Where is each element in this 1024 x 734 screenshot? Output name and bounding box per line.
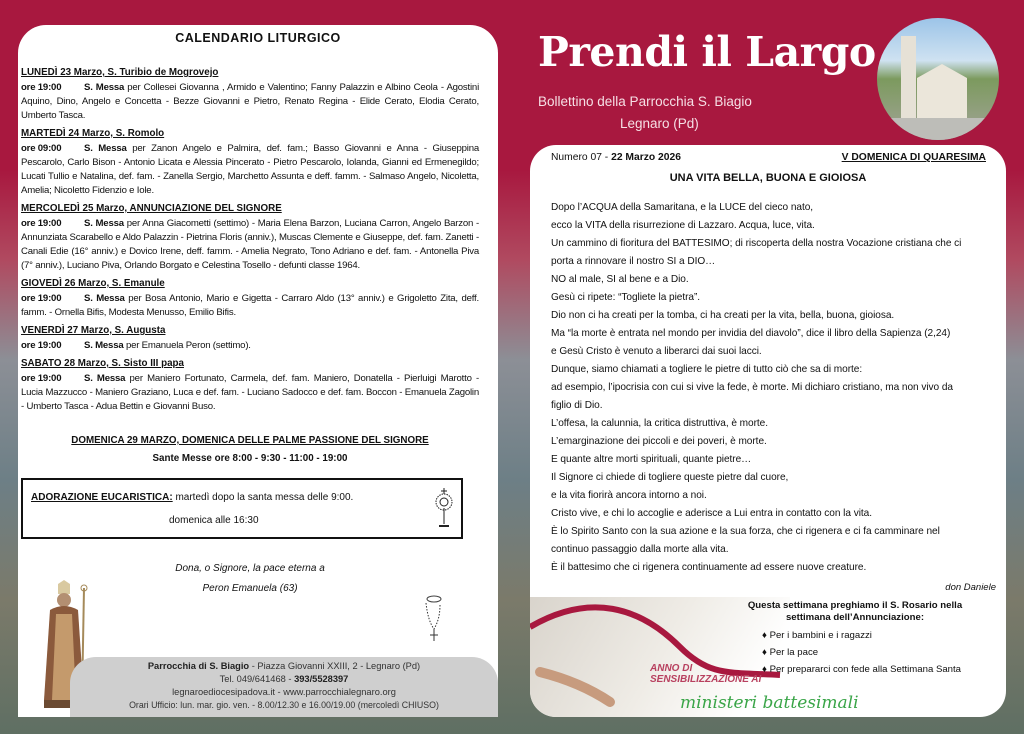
mass-label: S. Messa	[84, 293, 125, 304]
day-heading: SABATO 28 Marzo, S. Sisto III papa	[21, 358, 184, 369]
palm-sunday-heading: DOMENICA 29 MARZO, DOMENICA DELLE PALME PASSIONE DEL SIGNORE	[71, 435, 429, 446]
article-line: È lo Spirito Santo con la sua azione e la sua forza, che ci rigenera e ci fa camminare nel	[551, 526, 940, 537]
rosary-intention: ♦ Per la pace	[762, 647, 819, 658]
liturgical-calendar-panel	[18, 25, 498, 717]
church-photo	[877, 18, 999, 140]
article-line: continuo passaggio dalla morte alla vita.	[551, 544, 729, 555]
article-line: NO al male, SI al bene e a Dio.	[551, 274, 689, 285]
article-line: Dopo l’ACQUA della Samaritana, e la LUCE del cieco nato,	[551, 202, 814, 213]
article-line: Dunque, siamo chiamati a togliere le pietre di tutto ciò che sa di morte:	[551, 364, 863, 375]
day-heading: MARTEDÌ 24 Marzo, S. Romolo	[21, 128, 165, 139]
mass-intentions: per Bosa Antonio, Mario e Gigetta - Carraro Aldo (13° anniv.) e Grigoletto Zita, deff. famm. - Ornella Bifis, Modesta Menusso, Emilio Bifis.	[21, 293, 479, 318]
adoration-box	[21, 478, 463, 539]
phone-number: Tel. 049/641468 -	[219, 674, 295, 684]
issue-date: 22 Marzo 2026	[611, 152, 681, 163]
mass-entry	[21, 217, 479, 273]
mass-intentions: per Anna Giacometti (settimo) - Maria Elena Barzon, Luciana Carron, Angelo Barzon - Annunziata Scarabello e Aldo Palazzin - Pietrina Floris (anniv.), Muscas Clemente e Giuseppe, def. fam. Zanetti - Canali Edie (16° anniv.) e Dovico Irene, deff. famm. - Amelia Negrato, Tono Adriano e def. fam. - Antonella Piva (7° anniv.), Luciano Piva, Orlando Borgato e Celestina Tosello - defunti classe 1964.	[21, 218, 479, 271]
article-line: È il battesimo che ci rigenera continuamente ad essere nuove creature.	[551, 562, 867, 573]
article-line: ecco la VITA della risurrezione di Lazzaro. Acqua, luce, vita.	[551, 220, 815, 231]
rosary-icon	[420, 593, 444, 643]
parish-contact-footer	[70, 657, 498, 717]
article-line: Gesù ci ripete: “Togliete la pietra”.	[551, 292, 701, 303]
article-title: UNA VITA BELLA, BUONA E GIOIOSA	[669, 172, 867, 184]
memorial-name: Peron Emanuela (63)	[202, 583, 298, 594]
bulletin-location: Legnaro (Pd)	[620, 116, 699, 131]
parish-phone	[70, 673, 498, 686]
mass-time: ore 19:00	[21, 218, 62, 229]
mass-time: ore 09:00	[21, 143, 62, 154]
article-line: L’offesa, la calunnia, la critica distruttiva, è morte.	[551, 418, 768, 429]
mass-intentions: per Emanuela Peron (settimo).	[125, 340, 251, 351]
parish-address	[70, 660, 498, 673]
mass-intentions: per Zanon Angelo e Palmira, def. fam.; Basso Giovanni e Anna - Giuseppina Pescarolo, Carlo Bison - Antonio Licata e Alessia Pincerato - Pietro Pescarolo, Iolanda, Gianni ed Ermenegildo; Lucati Tullio e Natalina, def. fam. - Zanella Sergio, Marchetto Assunta e deff. famm. - Salmaso Angelo, Nicoletta, Amelia; Nicoletto Fidenzio e Iole.	[21, 143, 479, 196]
mass-label: S. Messa	[84, 218, 124, 229]
mass-intentions: per Collesei Giovanna , Armido e Valentino; Fanny Palazzin e Albino Ceola - Agostini Aquino, Dino, Angelo e Concetta - Bezze Giovanni e Pietro, Renato Regina - Elide Cerato, Elodia Cerato, Umberto Tasca.	[21, 82, 479, 121]
mass-label: S. Messa	[84, 340, 124, 351]
adoration-sunday: domenica alle 16:30	[169, 515, 259, 526]
parish-website[interactable]: legnaroediocesipadova.it - www.parrocchialegnaro.org	[172, 687, 396, 697]
bulletin-subtitle: Bollettino della Parrocchia S. Biagio	[538, 94, 752, 109]
parish-name: Parrocchia di S. Biagio	[147, 661, 250, 671]
article-line: E quante altre morti spirituali, quante pietre…	[551, 454, 752, 465]
article-line: Ma “la morte è entrata nel mondo per invidia del diavolo”, dice il libro della Sapienza (2,24)	[551, 328, 951, 339]
rosary-title: Questa settimana preghiamo il S. Rosario nella settimana dell’Annunciazione:	[747, 600, 963, 623]
article-signature: don Daniele	[945, 582, 996, 593]
mass-entry	[21, 81, 479, 123]
mass-time: ore 19:00	[21, 82, 62, 93]
mass-label: S. Messa	[84, 82, 125, 93]
bulletin-title: Prendi il Largo	[538, 28, 876, 76]
issue-number: Numero 07 -	[551, 152, 612, 163]
mass-time: ore 19:00	[21, 293, 62, 304]
article-line: Il Signore ci chiede di togliere queste pietre dal cuore,	[551, 472, 789, 483]
palm-sunday-masses: Sante Messe ore 8:00 - 9:30 - 11:00 - 19:00	[152, 453, 348, 464]
monstrance-icon	[433, 488, 455, 528]
day-heading: GIOVEDÌ 26 Marzo, S. Emanule	[21, 278, 165, 289]
day-heading: VENERDÌ 27 Marzo, S. Augusta	[21, 325, 166, 336]
mass-intentions: per Maniero Fortunato, Carmela, def. fam. Maniero, Donatella - Pierluigi Marotto - Lucia Mazzucco - Maniero Graziano, Luca e def. fam. - Luciano Sadocco e def. fam. Boccon - Emanuela Zagolin - Umberto Tasca - Adua Bettin e Giovanni Buso.	[21, 373, 480, 412]
liturgical-sunday: V DOMENICA DI QUARESIMA	[841, 152, 986, 163]
calendar-title: CALENDARIO LITURGICO	[175, 31, 341, 45]
mass-entry	[21, 372, 479, 414]
issue-info	[551, 152, 681, 163]
article-line: e la vita fiorirà ancora intorno a noi.	[551, 490, 707, 501]
mass-entry	[21, 339, 479, 353]
banner-script: ministeri battesimali	[680, 693, 859, 713]
mass-entry	[21, 292, 479, 320]
bulletin-article-panel	[530, 145, 1006, 717]
adoration-time: martedì dopo la santa messa delle 9:00.	[172, 492, 354, 503]
article-line: ad esempio, l’ipocrisia con cui si vive la fede, è morte. Mi dichiaro cristiano, ma non vivo da	[551, 382, 953, 393]
article-line: e Gesù Cristo è venuto a liberarci dai suoi lacci.	[551, 346, 762, 357]
adoration-line	[31, 492, 353, 503]
banner-text: ANNO DI SENSIBILIZZAZIONE AI	[650, 663, 762, 685]
day-heading: MERCOLEDÌ 25 Marzo, ANNUNCIAZIONE DEL SIGNORE	[21, 203, 282, 214]
day-heading: LUNEDÌ 23 Marzo, S. Turibio de Mogrovejo	[21, 67, 219, 78]
memorial-line: Dona, o Signore, la pace eterna a	[175, 563, 325, 574]
rosary-intention: ♦ Per i bambini e i ragazzi	[762, 630, 872, 641]
article-line: Cristo vive, e chi lo accoglie e aderisce a Lui entra in contatto con la vita.	[551, 508, 872, 519]
calendar-list	[21, 66, 479, 599]
mass-time: ore 19:00	[21, 373, 62, 384]
mass-label: S. Messa	[84, 373, 126, 384]
article-line: L’emarginazione dei piccoli e dei poveri, è morte.	[551, 436, 767, 447]
mobile-number: 393/5528397	[294, 674, 349, 684]
office-hours: Orari Ufficio: lun. mar. gio. ven. - 8.00/12.30 e 16.00/19.00 (mercoledì CHIUSO)	[129, 700, 439, 710]
mass-entry	[21, 142, 479, 198]
mass-label: S. Messa	[84, 143, 127, 154]
article-line: figlio di Dio.	[551, 400, 603, 411]
address-text: - Piazza Giovanni XXIII, 2 - Legnaro (Pd)	[249, 661, 421, 671]
article-line: Un cammino di fioritura del BATTESIMO; di riscoperta della nostra Vocazione cristiana che ci	[551, 238, 962, 249]
article-line: porta a rinnovare il nostro SI a DIO…	[551, 256, 716, 267]
rosary-intention: ♦ Per prepararci con fede alla Settimana Santa	[762, 664, 962, 675]
adoration-label: ADORAZIONE EUCARISTICA:	[31, 492, 173, 503]
mass-time: ore 19:00	[21, 340, 62, 351]
article-line: Dio non ci ha creati per la tomba, ci ha creati per la vita, bella, buona, gioiosa.	[551, 310, 895, 321]
